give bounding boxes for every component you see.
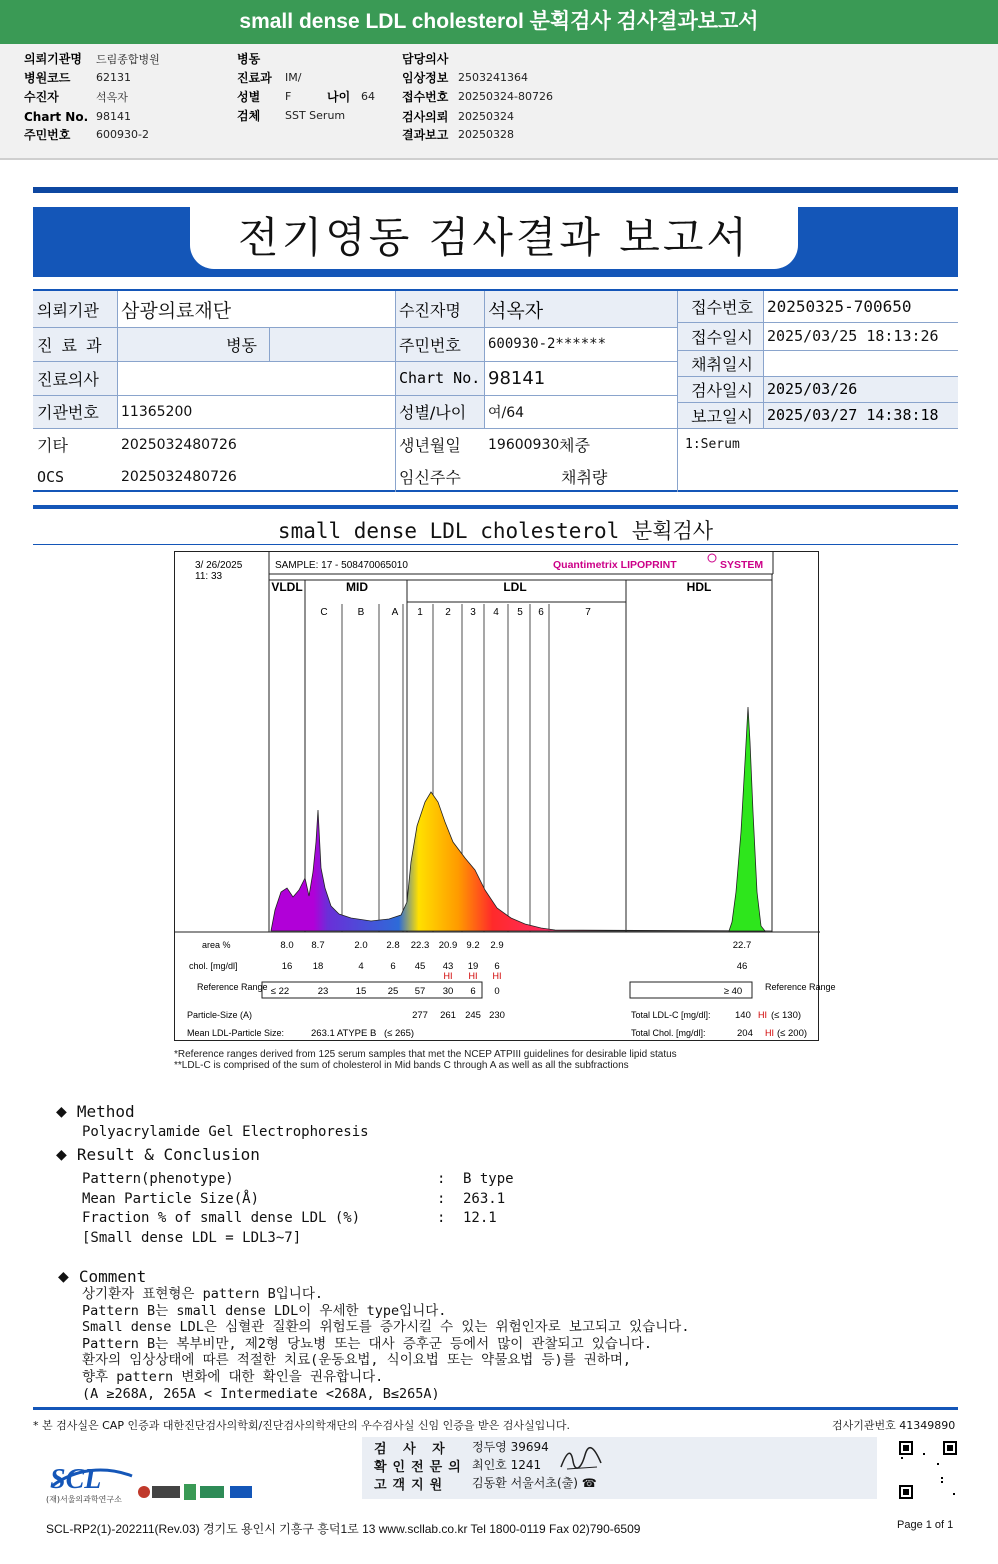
value-etc: 2025032480726 (121, 436, 237, 453)
comment-line: 환자의 임상상태에 따른 적절한 치료(운동요법, 식이요법 또는 약물요법 등)를 권하며, (82, 1352, 632, 1369)
band-label: 3 (470, 607, 476, 618)
value-patient: 석옥자 (484, 291, 677, 327)
comment-line: Small dense LDL은 심혈관 질환의 위험도를 증가시킬 수 있는 위험인자로 보고되고 있습니다. (82, 1319, 690, 1336)
header-row (237, 68, 301, 87)
area-value: 9.2 (466, 940, 480, 951)
result-value: B type (463, 1171, 514, 1187)
result-heading (56, 1144, 260, 1165)
area-value: 8.7 (311, 940, 325, 951)
signer-value: 최인호 1241 (472, 1458, 542, 1472)
header-value: 20250328 (458, 128, 514, 141)
title-rule (33, 187, 958, 193)
comment-line: (A ≥268A, 265A < Intermediate <268A, B≤265A) (82, 1385, 440, 1402)
chol-value: 6 (494, 961, 500, 972)
header-label: 검사의뢰 (402, 110, 449, 124)
diamond-icon: ◆ (56, 1144, 67, 1165)
footer-note: * 본 검사실은 CAP 인증과 대한진단검사의학회/진단검사의학재단의 우수검사실 신임 인증을 받은 검사실입니다. (33, 1419, 571, 1432)
qr-module (947, 1445, 953, 1451)
label-test-date: 검사일시 (677, 376, 763, 402)
result-note: [Small dense LDL = LDL3~7] (82, 1230, 302, 1246)
total-chol-flag: HI (765, 1028, 774, 1038)
hdl-peak (729, 707, 765, 931)
header-value: 600930-2 (96, 128, 149, 141)
chart-brand-suffix: SYSTEM (720, 559, 764, 571)
hi-flag: HI (492, 971, 502, 981)
row-label: Reference Range (765, 982, 836, 992)
footnote-1: *Reference ranges derived from 125 serum samples that met the NCEP ATPIII guidelines for desirable lipid status (174, 1049, 677, 1060)
header-label: 진료과 (237, 71, 272, 85)
lm-icon (184, 1484, 196, 1500)
qr-module (923, 1453, 925, 1455)
value-dept-blank (269, 327, 395, 361)
label-id: 주민번호 (395, 327, 484, 361)
label-receipt-no: 접수번호 (677, 291, 763, 322)
header-row (24, 49, 160, 68)
total-ldl-ref: (≤ 130) (771, 1010, 802, 1021)
label-sex-age: 성별/나이 (395, 395, 484, 428)
comment-text (82, 1286, 952, 1402)
value-institution: 삼광의료재단 (121, 299, 232, 322)
qr-module (941, 1477, 943, 1479)
header-label: 병동 (237, 52, 261, 66)
result-sep: : (437, 1210, 446, 1226)
mean-ldl-label: Mean LDL-Particle Size: (187, 1028, 285, 1038)
label-doctor: 진료의사 (33, 361, 117, 395)
chol-value: 45 (414, 961, 426, 972)
value-test-date: 2025/03/26 (763, 376, 958, 402)
section-underline (33, 544, 958, 545)
reference-value: ≤ 22 (270, 986, 290, 997)
qr-module (903, 1445, 909, 1451)
header-row (24, 125, 149, 144)
signer-label: 고객지원 (374, 1478, 449, 1493)
cap-badge (152, 1486, 180, 1498)
signer-row (374, 1456, 541, 1475)
chol-value: 46 (736, 961, 748, 972)
hi-flag: HI (443, 971, 453, 981)
label-report-time: 보고일시 (677, 402, 763, 428)
patient-info-table (33, 289, 958, 492)
band-label: 1 (417, 607, 423, 618)
area-value: 2.8 (386, 940, 400, 951)
result-sep: : (437, 1171, 446, 1187)
diamond-icon: ◆ (58, 1266, 69, 1287)
reference-value: 30 (442, 986, 454, 997)
header-label: 검체 (237, 109, 261, 123)
header-label: 성별 (237, 90, 261, 104)
footnote-2: **LDL-C is comprised of the sum of cholesterol in Mid bands C through A as well as all the subfractions (174, 1060, 629, 1071)
report-title: 전기영동 검사결과 보고서 (190, 207, 798, 269)
header-value: F (285, 90, 292, 103)
lipoprint-chart (174, 551, 836, 1041)
group-label: VLDL (271, 580, 303, 594)
row-label: chol. [mg/dl] (189, 961, 238, 971)
label-ocs: OCS (37, 467, 65, 486)
lab-code: 검사기관번호 41349890 (832, 1419, 956, 1432)
total-chol-value: 204 (737, 1028, 753, 1039)
qr-module (903, 1489, 909, 1495)
chol-value: 43 (442, 961, 454, 972)
header-row (402, 107, 514, 126)
band-label: 6 (538, 607, 544, 618)
reference-value: 0 (494, 986, 500, 997)
reference-value: 25 (387, 986, 399, 997)
band-label: A (391, 607, 399, 618)
header-label: 접수번호 (402, 90, 449, 104)
header-value: 석옥자 (96, 90, 128, 104)
group-label: LDL (503, 580, 527, 594)
hi-flag: HI (468, 971, 478, 981)
band-label: 2 (445, 607, 451, 618)
mean-ldl-value: 263.1 ATYPE B (311, 1028, 377, 1039)
area-value: 8.0 (280, 940, 294, 951)
header-label: 나이 (327, 90, 351, 104)
value-birth: 19600930 (488, 436, 560, 453)
total-ldl-label: Total LDL-C [mg/dl]: (631, 1010, 711, 1020)
value-receipt-time: 2025/03/25 18:13:26 (767, 327, 939, 345)
row-label: area % (202, 940, 231, 950)
header-row (402, 68, 528, 87)
result-heading-label: Result & Conclusion (76, 1145, 260, 1164)
area-value: 2.0 (354, 940, 368, 951)
signer-value: 정두영 39694 (472, 1440, 549, 1454)
chol-value: 18 (312, 961, 324, 972)
label-preg: 임신주수 (399, 468, 461, 487)
band-label: 5 (517, 607, 523, 618)
area-value: 2.9 (490, 940, 504, 951)
group-label: MID (346, 580, 368, 594)
logo-subtext: (재)서울의과학연구소 (46, 1495, 122, 1504)
signer-row (374, 1438, 549, 1457)
particle-size-value: 261 (440, 1010, 456, 1021)
header-row (402, 125, 514, 144)
value-receipt-no: 20250325-700650 (767, 297, 912, 316)
particle-size-label: Particle-Size (A) (187, 1010, 253, 1020)
value-dept: 병동 (117, 327, 269, 361)
header-value: IM/ (285, 71, 302, 84)
label-org-no: 기관번호 (33, 395, 117, 428)
particle-size-value: 245 (465, 1010, 481, 1021)
qr-module (901, 1457, 903, 1459)
mean-ldl-ref: (≤ 265) (384, 1028, 415, 1039)
total-ldl-flag: HI (758, 1010, 767, 1020)
particle-size-value: 230 (489, 1010, 505, 1021)
reference-value-hdl: ≥ 40 (723, 986, 743, 997)
header-value: 20250324-80726 (458, 90, 553, 103)
header-label: 의뢰기관명 (24, 52, 82, 66)
brand-mark-icon (708, 554, 716, 562)
header-value: 20250324 (458, 110, 514, 123)
comment-line: 상기환자 표현형은 pattern B입니다. (82, 1286, 323, 1302)
reference-value: 15 (355, 986, 367, 997)
scl-logo (46, 1458, 136, 1508)
result-value: 12.1 (463, 1210, 497, 1226)
footer-address: SCL-RP2(1)-202211(Rev.03) 경기도 용인시 기흥구 흥덕1로 13 www.scllab.co.kr Tel 1800-0119 Fax 02)790-6509 (46, 1522, 641, 1536)
header-row (237, 106, 345, 125)
certification-logos (136, 1480, 256, 1504)
total-ldl-value: 140 (735, 1010, 751, 1021)
header-row (237, 87, 375, 106)
reference-value: 23 (317, 986, 329, 997)
row-label: Reference Range (197, 982, 268, 992)
footnotes (174, 1049, 874, 1071)
value-org-no: 11365200 (121, 403, 193, 420)
comment-heading-label: Comment (78, 1267, 147, 1286)
value-id: 600930-2****** (488, 336, 607, 352)
header-row (24, 107, 131, 126)
label-receipt-time: 접수일시 (677, 322, 763, 350)
header-value: 98141 (96, 110, 131, 123)
chart-brand: Quantimetrix LIPOPRINT (553, 559, 677, 571)
signer-label: 확인전문의 (374, 1460, 467, 1475)
value-collect-time (763, 350, 958, 376)
method-heading (56, 1101, 135, 1122)
result-label: Mean Particle Size(Å) (82, 1191, 260, 1207)
group-label: HDL (686, 580, 712, 594)
header-label: 결과보고 (402, 128, 449, 142)
chart-date: 3/ 26/2025 (195, 560, 243, 571)
label-dept: 진 료 과 (33, 327, 117, 361)
signer-row (374, 1474, 597, 1493)
result-sep: : (437, 1191, 446, 1207)
header-row (402, 87, 553, 106)
header-row (402, 49, 458, 68)
method-heading-label: Method (76, 1102, 135, 1121)
header-row (24, 87, 128, 106)
label-etc: 기타 (37, 436, 68, 455)
nrm-icon (230, 1486, 252, 1498)
band-label: 4 (493, 607, 499, 618)
chart-sample: SAMPLE: 17 - 508470065010 (275, 560, 408, 571)
comment-line: Pattern B는 복부비만, 제2형 당뇨병 또는 대사 증후군 등에서 많이 관찰되고 있습니다. (82, 1335, 653, 1352)
header-row (24, 68, 131, 87)
particle-size-value: 277 (412, 1010, 428, 1021)
qr-module (941, 1481, 943, 1483)
qr-module (937, 1463, 939, 1465)
label-weight: 체중 (559, 436, 590, 455)
header-label: Chart No. (24, 109, 89, 124)
band-label: B (357, 607, 365, 618)
chol-value: 6 (390, 961, 396, 972)
chol-value: 16 (281, 961, 293, 972)
section-rule (33, 505, 958, 509)
lipoprint-chart-svg (175, 552, 836, 1042)
qr-code (899, 1441, 957, 1499)
header-info-panel (0, 44, 998, 160)
result-label: Fraction % of small dense LDL (%) (82, 1210, 361, 1226)
comment-heading (58, 1266, 146, 1287)
label-patient: 수진자명 (395, 291, 484, 327)
header-value: 2503241364 (458, 71, 528, 84)
header-label: 주민번호 (24, 128, 71, 142)
header-label: 담당의사 (402, 52, 449, 66)
method-text: Polyacrylamide Gel Electrophoresis (82, 1124, 369, 1140)
label-chart-no: Chart No. (395, 361, 484, 395)
label-institution: 의뢰기관 (33, 291, 117, 327)
section-title: small dense LDL cholesterol 분획검사 (277, 519, 714, 543)
header-value: SST Serum (285, 109, 346, 122)
label-volume: 채취량 (561, 468, 608, 487)
result-label: Pattern(phenotype) (82, 1171, 234, 1187)
comment-line: 향후 pattern 변화에 대한 확인을 권유합니다. (82, 1368, 384, 1385)
value-report-time: 2025/03/27 14:38:18 (763, 402, 958, 428)
chol-value: 19 (467, 961, 479, 972)
header-value: 64 (361, 90, 375, 103)
qr-module (953, 1493, 955, 1495)
diamond-icon: ◆ (56, 1101, 67, 1122)
header-label: 임상정보 (402, 71, 449, 85)
header-value: 드림종합병원 (96, 52, 160, 66)
result-value: 263.1 (463, 1191, 506, 1207)
band-label: 7 (585, 607, 591, 618)
header-value: 62131 (96, 71, 131, 84)
kola-icon (200, 1486, 224, 1498)
chart-time: 11: 33 (195, 571, 223, 582)
cap-icon (138, 1486, 150, 1498)
label-birth: 생년월일 (399, 436, 461, 455)
area-value: 22.3 (410, 940, 430, 951)
reference-value: 6 (470, 986, 476, 997)
page-number: Page 1 of 1 (897, 1519, 954, 1531)
band-label: C (320, 607, 328, 618)
report-header-title: small dense LDL cholesterol 분획검사 검사결과보고서 (0, 0, 998, 44)
total-chol-label: Total Chol. [mg/dl]: (631, 1028, 706, 1038)
header-label: 병원코드 (24, 71, 71, 85)
footer-rule (33, 1407, 958, 1410)
signature-mark (557, 1447, 605, 1473)
logo-text: SCL (50, 1464, 102, 1495)
signer-label: 검 사 자 (374, 1442, 451, 1457)
value-specimen: 1:Serum (685, 437, 740, 452)
value-ocs: 2025032480726 (121, 468, 237, 485)
signer-value: 김동환 서울서초(출) ☎ (472, 1476, 597, 1490)
area-value: 20.9 (438, 940, 458, 951)
header-row (237, 49, 285, 68)
header-label: 수진자 (24, 90, 59, 104)
reference-value: 57 (414, 986, 426, 997)
comment-line: Pattern B는 small dense LDL이 우세한 type입니다. (82, 1302, 447, 1319)
value-sex-age: 여/64 (488, 404, 525, 421)
signer-box (362, 1437, 877, 1499)
value-doctor (117, 361, 395, 395)
total-chol-ref: (≤ 200) (777, 1028, 808, 1039)
area-value: 22.7 (732, 940, 752, 951)
label-collect-time: 채취일시 (677, 350, 763, 376)
chol-value: 4 (358, 961, 364, 972)
lipid-profile-curve (271, 792, 772, 931)
value-chart-no: 98141 (488, 367, 546, 389)
